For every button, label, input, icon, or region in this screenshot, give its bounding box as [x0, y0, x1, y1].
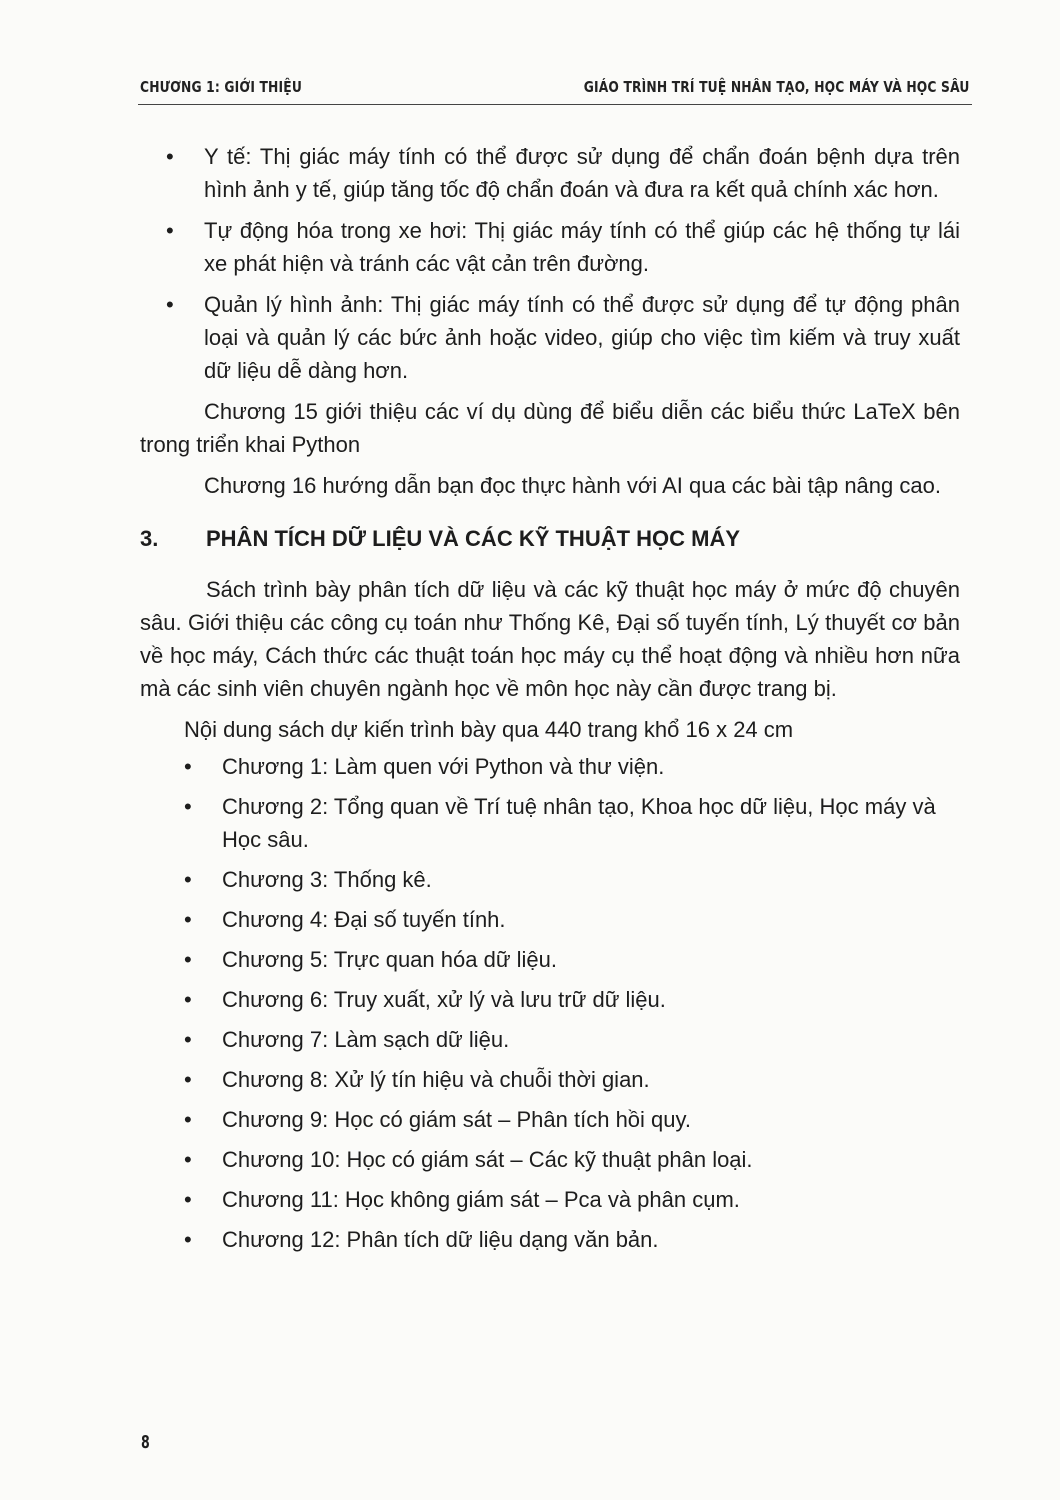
bullet-icon: • — [184, 867, 192, 892]
bullet-icon: • — [184, 794, 192, 819]
list-item-text: Chương 5: Trực quan hóa dữ liệu. — [222, 947, 558, 972]
list-item-text: Chương 6: Truy xuất, xử lý và lưu trữ dữ liệu. — [222, 987, 666, 1012]
list-item-text: Y tế: Thị giác máy tính có thể được sử dụng để chẩn đoán bệnh dựa trên hình ảnh y tế, giúp tăng tốc độ chẩn đoán và đưa ra kết quả chính xác hơn. — [204, 144, 960, 202]
bullet-icon: • — [184, 1027, 192, 1052]
bullet-icon: • — [184, 907, 192, 932]
section-heading — [140, 522, 960, 555]
section-number: 3. — [140, 526, 159, 551]
list-item-text: Chương 1: Làm quen với Python và thư viện. — [222, 754, 665, 779]
bullet-icon: • — [184, 1187, 192, 1212]
list-item — [140, 1023, 960, 1056]
list-item-text: Chương 10: Học có giám sát – Các kỹ thuật phân loại. — [222, 1147, 753, 1172]
page-body — [140, 140, 960, 1263]
running-header — [140, 78, 970, 104]
list-item-text: Chương 2: Tổng quan về Trí tuệ nhân tạo, Khoa học dữ liệu, Học máy và Học sâu. — [222, 794, 936, 852]
list-item — [140, 943, 960, 976]
header-divider — [138, 104, 972, 105]
contents-intro: Nội dung sách dự kiến trình bày qua 440 trang khổ 16 x 24 cm — [184, 717, 794, 742]
list-item-text: Quản lý hình ảnh: Thị giác máy tính có thể được sử dụng để tự động phân loại và quản lý các bức ảnh hoặc video, giúp cho việc tìm kiếm và truy xuất dữ liệu dễ dàng hơn. — [204, 292, 960, 383]
bullet-icon: • — [184, 987, 192, 1012]
list-item-text: Chương 7: Làm sạch dữ liệu. — [222, 1027, 510, 1052]
list-item-text: Tự động hóa trong xe hơi: Thị giác máy tính có thể giúp các hệ thống tự lái xe phát hiện và tránh các vật cản trên đường. — [204, 218, 960, 276]
list-item — [140, 1223, 960, 1256]
list-item — [140, 1103, 960, 1136]
list-item — [140, 903, 960, 936]
bullet-icon: • — [166, 218, 174, 243]
list-item — [140, 790, 960, 856]
section-title: PHÂN TÍCH DỮ LIỆU VÀ CÁC KỸ THUẬT HỌC MÁY — [206, 526, 741, 551]
list-item — [140, 983, 960, 1016]
bullet-icon: • — [184, 754, 192, 779]
list-item-text: Chương 9: Học có giám sát – Phân tích hồi quy. — [222, 1107, 691, 1132]
chapter-list — [140, 750, 960, 1256]
bullet-icon: • — [166, 144, 174, 169]
list-item — [140, 750, 960, 783]
paragraph-chapter-15: Chương 15 giới thiệu các ví dụ dùng để biểu diễn các biểu thức LaTeX bên trong triển khai Python — [140, 399, 960, 457]
header-chapter: CHƯƠNG 1: GIỚI THIỆU — [140, 78, 302, 96]
page-number: 8 — [141, 1432, 150, 1453]
header-book-title: GIÁO TRÌNH TRÍ TUỆ NHÂN TẠO, HỌC MÁY VÀ HỌC SÂU — [584, 78, 970, 96]
list-item — [140, 1143, 960, 1176]
list-item-text: Chương 8: Xử lý tín hiệu và chuỗi thời gian. — [222, 1067, 650, 1092]
list-item — [140, 1063, 960, 1096]
list-item — [140, 140, 960, 206]
list-item-text: Chương 3: Thống kê. — [222, 867, 432, 892]
bullet-icon: • — [184, 1067, 192, 1092]
section-body: Sách trình bày phân tích dữ liệu và các kỹ thuật học máy ở mức độ chuyên sâu. Giới thiệu các công cụ toán như Thống Kê, Đại số tuyến tính, Lý thuyết cơ bản về học máy, Cách thức các thuật toán học máy cụ thể hoạt động và nhiều hơn nữa mà các sinh viên chuyên ngành học về môn học này cần được trang bị. — [140, 577, 960, 701]
list-item — [140, 863, 960, 896]
list-item — [140, 1183, 960, 1216]
list-item — [140, 288, 960, 387]
list-item-text: Chương 4: Đại số tuyến tính. — [222, 907, 506, 932]
bullet-icon: • — [166, 292, 174, 317]
list-item — [140, 214, 960, 280]
bullet-icon: • — [184, 1147, 192, 1172]
bullet-icon: • — [184, 1227, 192, 1252]
list-item-text: Chương 11: Học không giám sát – Pca và phân cụm. — [222, 1187, 740, 1212]
list-item-text: Chương 12: Phân tích dữ liệu dạng văn bản. — [222, 1227, 659, 1252]
paragraph-chapter-16: Chương 16 hướng dẫn bạn đọc thực hành với AI qua các bài tập nâng cao. — [204, 473, 941, 498]
bullet-icon: • — [184, 1107, 192, 1132]
bullet-icon: • — [184, 947, 192, 972]
